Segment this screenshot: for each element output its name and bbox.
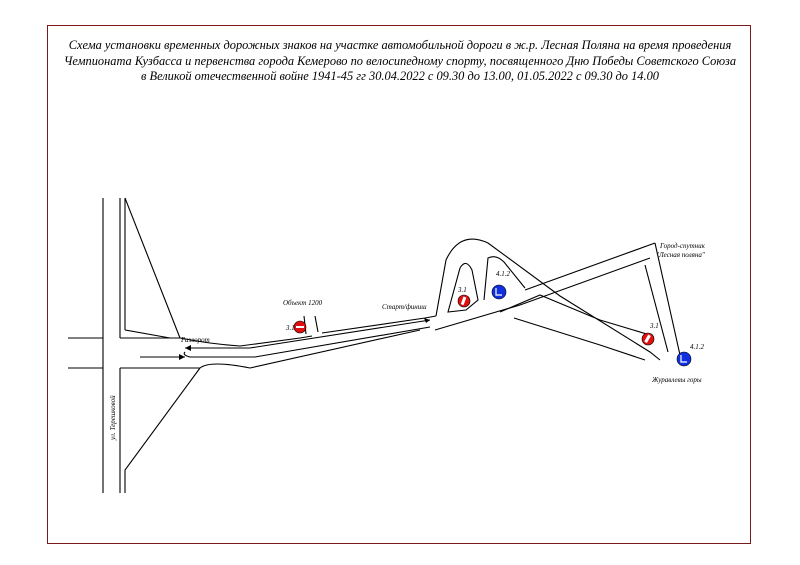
sign-3-1-b <box>457 286 470 307</box>
zhuravlevy-label: Журавлевы горы <box>652 376 702 384</box>
junction-island <box>125 198 200 493</box>
main-road <box>180 305 520 368</box>
satellite-label-line2: "Лесная поляна" <box>656 251 705 259</box>
svg-text:4.1.2: 4.1.2 <box>690 343 704 351</box>
start-finish-label: Старт/финиш <box>382 303 427 311</box>
svg-text:3.1: 3.1 <box>650 322 659 330</box>
street-label: ул. Терешковой <box>109 395 117 440</box>
sign-4-1-2-a <box>492 270 511 299</box>
sign-4-1-2-b <box>677 343 705 366</box>
sign-3-1-a <box>285 321 306 333</box>
turnaround-label: Разворот <box>181 336 210 344</box>
satellite-label-line1: Город-спутник <box>660 242 705 250</box>
svg-text:3.1: 3.1 <box>458 286 467 294</box>
svg-text:3.1: 3.1 <box>286 324 295 332</box>
svg-text:4.1.2: 4.1.2 <box>496 270 510 278</box>
page-title: Схема установки временных дорожных знаков на участке автомобильной дороги в ж.р. Лесная Поляна на время проведения Чемпионата Кузбасса и первенства города Кемерово по велосипедному спорту, посвященного Дню Победы Советского Союза в Великой отечественной войне 1941-45 гг 30.04.2022 с 09.30 до 13.00, 01.05.2022 с 09.30 до 14.00 <box>63 38 737 83</box>
object-label: Объект 1200 <box>283 299 323 307</box>
vertical-road <box>103 198 120 493</box>
object-driveway-right <box>315 316 318 332</box>
satellite-road <box>520 243 680 355</box>
